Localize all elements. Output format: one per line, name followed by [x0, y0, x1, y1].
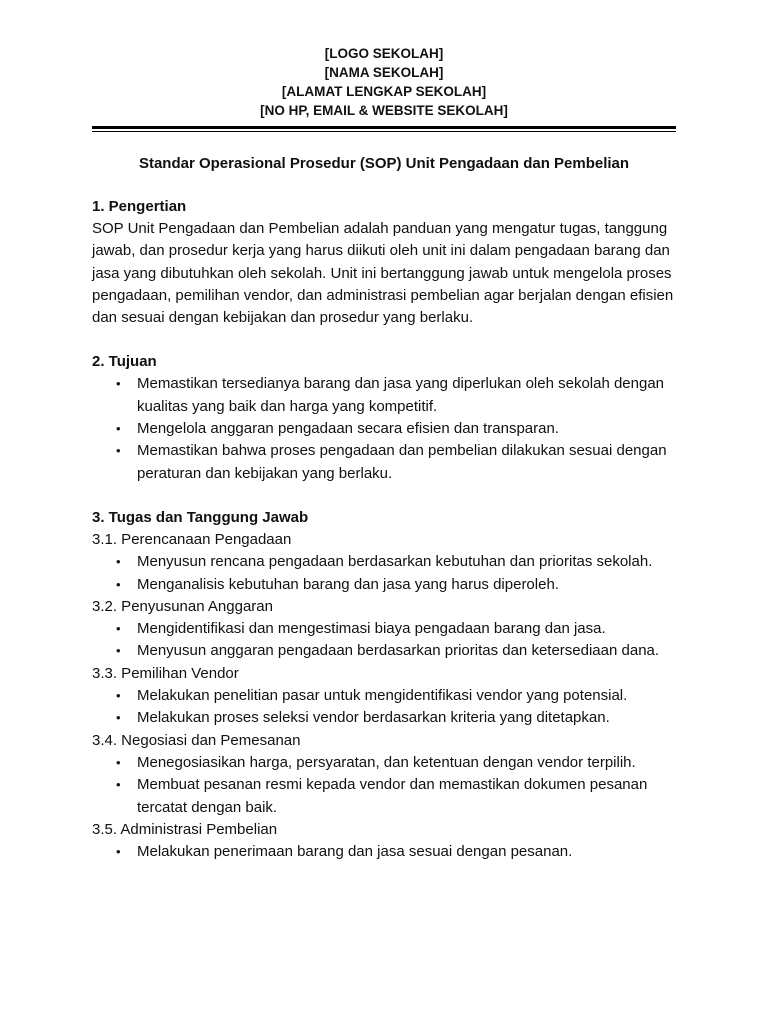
section-paragraph: SOP Unit Pengadaan dan Pembelian adalah panduan yang mengatur tugas, tanggung jawab, dan prosedur kerja yang harus diikuti oleh unit ini dalam pengadaan barang dan jasa yang dibutuhkan oleh sekolah. Unit ini bertanggung jawab untuk mengelola proses pengadaan, pemilihan vendor, dan administrasi pembelian agar berjalan dengan efisien dan sesuai dengan kebijakan dan prosedur yang berlaku.: [92, 220, 674, 327]
list-item: • Mengelola anggaran pengadaan secara efisien dan transparan.: [137, 418, 676, 440]
document-title: Standar Operasional Prosedur (SOP) Unit Pengadaan dan Pembelian: [138, 155, 630, 172]
letterhead-divider-thin: [92, 131, 676, 132]
section-pengertian: [92, 196, 676, 329]
list-item: • Mengidentifikasi dan mengestimasi biaya pengadaan barang dan jasa.: [137, 618, 676, 640]
section-title: 2. Tujuan: [92, 353, 157, 371]
school-address-placeholder: [ALAMAT LENGKAP SEKOLAH]: [281, 84, 487, 99]
subsection-title: 3.5. Administrasi Pembelian: [92, 820, 278, 838]
school-name-placeholder: [NAMA SEKOLAH]: [324, 65, 444, 80]
letterhead-divider-thick: [92, 126, 676, 129]
bullet-list: [92, 551, 676, 596]
bullet-list: [92, 685, 676, 730]
subsection-title: 3.4. Negosiasi dan Pemesanan: [92, 731, 301, 749]
subsection-title: 3.3. Pemilihan Vendor: [92, 664, 239, 682]
bullet-list: [92, 752, 676, 819]
list-item: • Memastikan bahwa proses pengadaan dan pembelian dilakukan sesuai dengan peraturan dan kebijakan yang berlaku.: [137, 440, 676, 485]
letterhead: [92, 44, 676, 120]
list-item: • Menyusun rencana pengadaan berdasarkan kebutuhan dan prioritas sekolah.: [137, 551, 676, 573]
list-item: • Melakukan proses seleksi vendor berdasarkan kriteria yang ditetapkan.: [137, 707, 676, 729]
list-item: • Membuat pesanan resmi kepada vendor dan memastikan dokumen pesanan tercatat dengan baik.: [137, 774, 676, 819]
list-item: • Menegosiasikan harga, persyaratan, dan ketentuan dengan vendor terpilih.: [137, 752, 676, 774]
list-item: • Melakukan penelitian pasar untuk mengidentifikasi vendor yang potensial.: [137, 685, 676, 707]
list-item: • Menyusun anggaran pengadaan berdasarkan prioritas dan ketersediaan dana.: [137, 640, 676, 662]
school-logo-placeholder: [LOGO SEKOLAH]: [324, 46, 444, 61]
section-title: 3. Tugas dan Tanggung Jawab: [92, 508, 309, 526]
list-item: • Melakukan penerimaan barang dan jasa sesuai dengan pesanan.: [137, 841, 676, 863]
section-title: 1. Pengertian: [92, 198, 187, 215]
subsection-title: 3.2. Penyusunan Anggaran: [92, 597, 273, 615]
bullet-list: [92, 618, 676, 663]
subsection-title: 3.1. Perencanaan Pengadaan: [92, 530, 292, 548]
list-item: • Menganalisis kebutuhan barang dan jasa yang harus diperoleh.: [137, 574, 676, 596]
bullet-list: [92, 373, 676, 484]
bullet-list: [92, 841, 676, 863]
section-tujuan: [92, 351, 676, 484]
section-tugas: [92, 507, 676, 863]
list-item: • Memastikan tersedianya barang dan jasa yang diperlukan oleh sekolah dengan kualitas yang baik dan harga yang kompetitif.: [137, 373, 676, 418]
school-contact-placeholder: [NO HP, EMAIL & WEBSITE SEKOLAH]: [260, 103, 508, 118]
